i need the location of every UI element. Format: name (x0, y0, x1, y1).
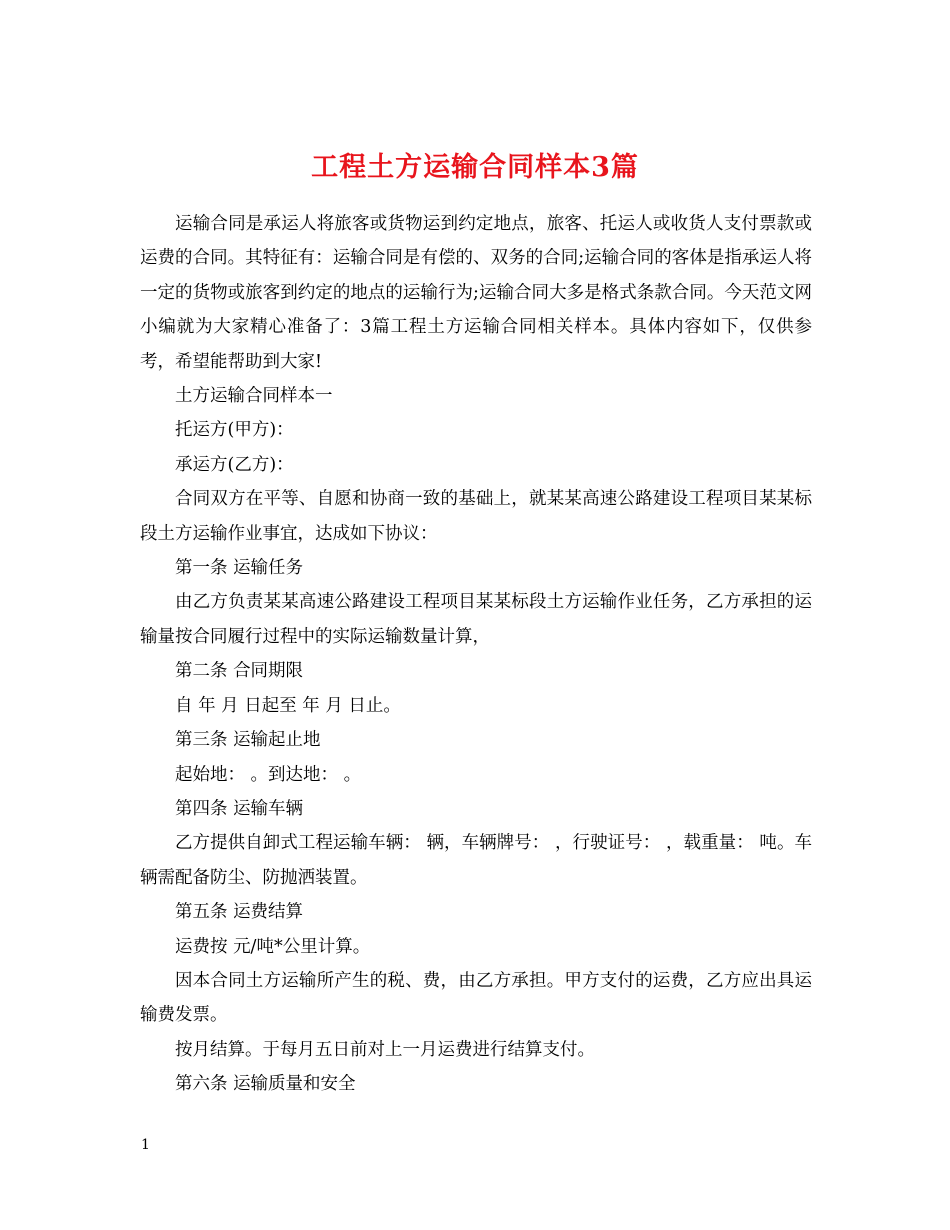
article-1-body: 由乙方负责某某高速公路建设工程项目某某标段土方运输作业任务，乙方承担的运输量按合同履行过程中的实际运输数量计算， (140, 592, 812, 647)
document-body (140, 207, 812, 1102)
document-title: 工程土方运输合同样本3篇 (311, 152, 639, 184)
article-4-heading: 第四条 运输车辆 (175, 798, 304, 819)
article-2-body: 自 年 月 日起至 年 月 日止。 (175, 695, 401, 716)
article-4-body: 乙方提供自卸式工程运输车辆： 辆，车辆牌号： ，行驶证号： ，载重量： 吨。车辆需配备防尘、防抛洒装置。 (140, 833, 812, 888)
article-2-heading: 第二条 合同期限 (175, 661, 304, 682)
agreement-preamble: 合同双方在平等、自愿和协商一致的基础上，就某某高速公路建设工程项目某某标段土方运输作业事宜，达成如下协议： (140, 489, 812, 544)
article-3-body: 起始地： 。到达地： 。 (175, 764, 362, 785)
article-1-heading: 第一条 运输任务 (175, 558, 304, 579)
party-b-line: 承运方(乙方)： (175, 454, 294, 475)
article-5-tax: 因本合同土方运输所产生的税、费，由乙方承担。甲方支付的运费，乙方应出具运输费发票。 (140, 970, 812, 1026)
article-5-heading: 第五条 运费结算 (175, 902, 304, 923)
sample-heading: 土方运输合同样本一 (175, 386, 333, 407)
article-3-heading: 第三条 运输起止地 (175, 730, 321, 751)
party-a-line: 托运方(甲方)： (175, 420, 294, 441)
intro-paragraph: 运输合同是承运人将旅客或货物运到约定地点，旅客、托运人或收货人支付票款或运费的合同。其特征有：运输合同是有偿的、双务的合同;运输合同的客体是指承运人将一定的货物或旅客到约定的地点的运输行为;运输合同大多是格式条款合同。今天范文网小编就为大家精心准备了：3篇工程土方运输合同相关样本。具体内容如下，仅供参考，希望能帮助到大家! (140, 214, 812, 372)
article-5-rate: 运费按 元/吨*公里计算。 (175, 936, 371, 957)
article-6-heading: 第六条 运输质量和安全 (175, 1074, 356, 1095)
article-5-settlement: 按月结算。于每月五日前对上一月运费进行结算支付。 (175, 1039, 595, 1060)
page-number: 1 (141, 1137, 150, 1153)
